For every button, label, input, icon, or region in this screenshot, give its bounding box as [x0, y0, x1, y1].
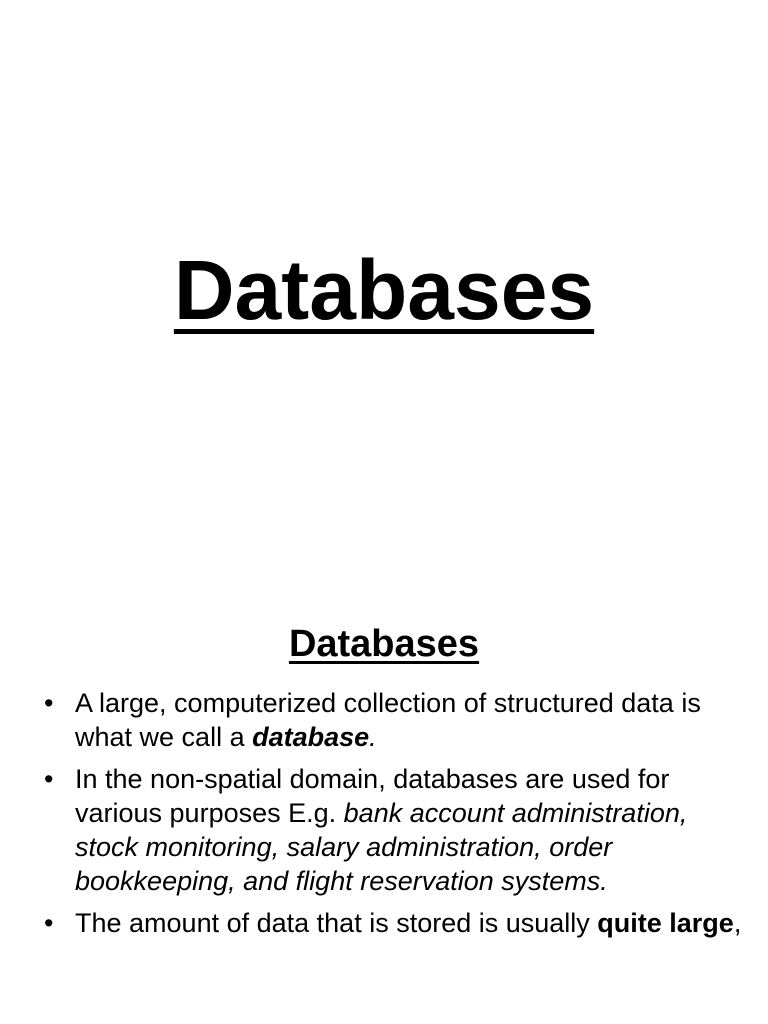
bullet-text: The amount of data that is stored is usually: [75, 908, 598, 938]
bullet-emphasis: database: [252, 722, 370, 752]
bullet-text-end: ,: [733, 908, 742, 938]
slide-title-text: Databases: [173, 243, 595, 337]
bullet-bold: quite large: [597, 908, 734, 938]
slide-title: [0, 243, 768, 337]
content-slide: [0, 560, 768, 1024]
bullet-item-uses: [42, 762, 742, 898]
content-heading-text: Databases: [288, 623, 480, 665]
bullet-text-end: .: [369, 722, 377, 752]
bullet-list: [42, 686, 742, 948]
bullet-italic-examples: bank account administration, stock monitoring, salary administration, order bookkeeping, and flight reservation systems.: [75, 798, 688, 896]
bullet-text: In the non-spatial domain, databases are used for various purposes E.g.: [75, 764, 670, 828]
bullet-item-amount: [42, 906, 742, 940]
bullet-item-definition: [42, 686, 742, 754]
bullet-text: A large, computerized collection of structured data is what we call a: [75, 688, 701, 752]
content-heading: [0, 624, 768, 666]
bullet-dot-icon: •: [44, 764, 54, 794]
bullet-dot-icon: •: [44, 688, 54, 718]
bullet-dot-icon: •: [44, 908, 54, 938]
